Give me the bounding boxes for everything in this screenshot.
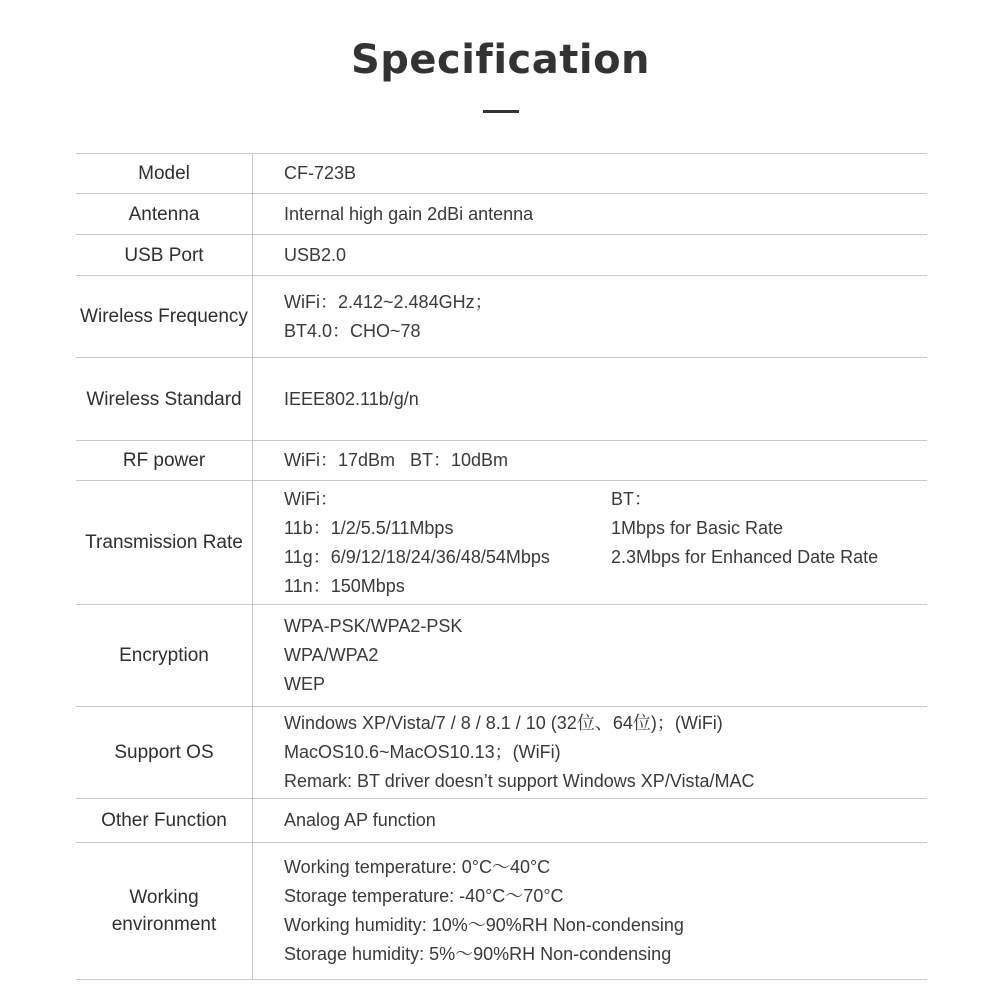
value-line: Storage temperature: -40°C～70°C [284,886,564,906]
value-line: Analog AP function [284,810,436,830]
value-line: WiFi：17dBm BT：10dBm [284,450,509,470]
value-line: 11n：150Mbps [284,575,405,596]
value-line: Windows XP/Vista/7 / 8 / 8.1 / 10 (32位、64位)；(WiFi) [284,713,723,733]
table-row-other-function [76,799,927,843]
value-line: 1Mbps for Basic Rate [611,517,784,538]
bt-rates [611,485,927,601]
row-label [76,843,253,980]
row-label: Wireless Standard [76,358,253,441]
row-label: Other Function [76,799,253,843]
table-row-transmission-rate [76,481,927,605]
row-value [253,235,928,276]
spec-table [76,153,927,980]
value-line: Internal high gain 2dBi antenna [284,203,534,224]
row-value [253,154,928,194]
value-line: Working humidity: 10%～90%RH Non-condensing [284,915,684,935]
row-value [253,441,928,481]
table-row-encryption [76,605,927,707]
row-label: RF power [76,441,253,481]
table-row-model [76,154,927,194]
table-row-antenna [76,194,927,235]
value-line: MacOS10.6~MacOS10.13；(WiFi) [284,742,561,762]
row-value [253,358,928,441]
rate-columns [284,485,927,601]
value-line: BT： [611,488,653,509]
row-value [253,481,928,605]
value-line: WiFi： [284,488,338,509]
value-line: IEEE802.11b/g/n [284,388,419,409]
row-label: Wireless Frequency [76,276,253,358]
label-line: Working [129,887,199,908]
row-label: Support OS [76,707,253,799]
row-label: Model [76,154,253,194]
value-line: BT4.0：CHO~78 [284,320,421,341]
table-row-wireless-standard [76,358,927,441]
row-value [253,843,928,980]
value-line: WPA/WPA2 [284,645,379,665]
table-row-wireless-frequency [76,276,927,358]
wifi-rates [284,485,611,601]
row-label: Transmission Rate [76,481,253,605]
row-label: USB Port [76,235,253,276]
row-label: Antenna [76,194,253,235]
value-line: 11b：1/2/5.5/11Mbps [284,517,454,538]
label-line: environment [111,914,217,935]
value-line: Working temperature: 0°C～40°C [284,857,551,877]
row-value [253,799,928,843]
value-line: CF-723B [284,163,357,183]
title-underline [483,110,519,113]
value-line: WiFi：2.412~2.484GHz； [284,291,493,312]
row-label: Encryption [76,605,253,707]
value-line: 11g：6/9/12/18/24/36/48/54Mbps [284,546,550,567]
table-row-rf-power [76,441,927,481]
table-row-support-os [76,707,927,799]
table-row-working-environment [76,843,927,980]
page-title: Specification [350,37,651,83]
value-line: Remark: BT driver doesn’t support Windows XP/Vista/MAC [284,771,755,791]
value-line: WPA-PSK/WPA2-PSK [284,616,463,636]
row-value [253,605,928,707]
row-value [253,194,928,235]
table-row-usb-port [76,235,927,276]
row-value [253,707,928,799]
value-line: USB2.0 [284,244,347,265]
value-line: WEP [284,674,326,694]
value-line: Storage humidity: 5%～90%RH Non-condensing [284,944,672,964]
value-line: 2.3Mbps for Enhanced Date Rate [611,546,879,567]
row-value [253,276,928,358]
